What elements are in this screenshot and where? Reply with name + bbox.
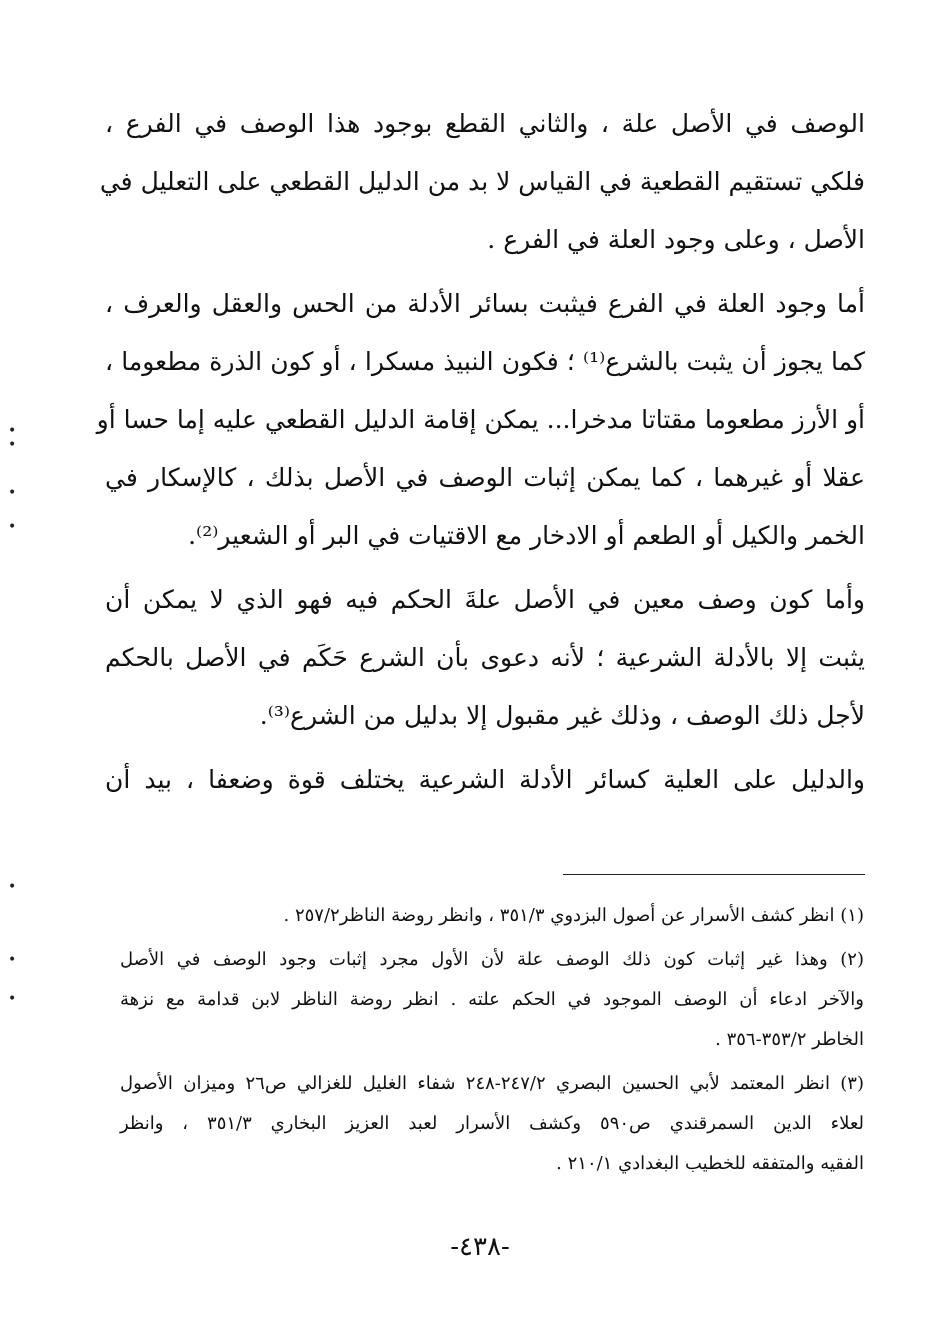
footnotes (120, 896, 864, 1184)
footnote-line: (٣) انظر المعتمد لأبي الحسين البصري ٢٤٧/٢-٢٤٨ شفاء الغليل للغزالي ص٢٦ وميزان الأصول (120, 1073, 864, 1094)
footnote-line: الخاطر ٣٥٣/٢-٣٥٦ . (715, 1029, 864, 1050)
footnote-line: (٢) وهذا غير إثبات كون ذلك الوصف علة لأن الأول مجرد إثبات وجود الوصف في الأصل (120, 949, 864, 970)
text-line: كما يجوز أن يثبت بالشرع⁽¹⁾ ؛ فكون النبيذ مسكرا ، أو كون الذرة مطعوما ، (105, 347, 866, 376)
text-line: وأما كون وصف معين في الأصل علةَ الحكم فيه فهو الذي لا يمكن أن (105, 585, 865, 614)
text-line: عقلا أو غيرهما ، كما يمكن إثبات الوصف في الأصل بذلك ، كالإسكار في (105, 463, 865, 492)
scan-speck: • (8, 991, 17, 1007)
footnote-3 (120, 1064, 864, 1184)
text-line: الخمر والكيل أو الطعم أو الادخار مع الاقتيات في البر أو الشعير⁽²⁾. (188, 521, 865, 550)
text-line: أو الأرز مطعوما مقتاتا مدخرا... يمكن إقامة الدليل القطعي عليه إما حسا أو (96, 405, 865, 434)
text-line: أما وجود العلة في الفرع فيثبت بسائر الأدلة من الحس والعقل والعرف ، (105, 289, 865, 318)
text-line: فلكي تستقيم القطعية في القياس لا بد من الدليل القطعي على التعليل في (99, 167, 865, 196)
footnote-1 (120, 896, 864, 936)
text-line: والدليل على العلية كسائر الأدلة الشرعية يختلف قوة وضعفا ، بيد أن (105, 765, 865, 794)
paragraph-3 (105, 571, 865, 745)
paragraph-2 (96, 275, 866, 565)
paragraph-1 (99, 95, 865, 269)
footnote-separator (563, 874, 865, 875)
page-number: -٤٣٨- (450, 1232, 510, 1262)
text-line: الأصل ، وعلى وجود العلة في الفرع . (487, 225, 865, 254)
main-text (96, 95, 866, 809)
scan-speck: • (8, 519, 17, 535)
scan-speck: • (8, 485, 17, 501)
footnote-line: لعلاء الدين السمرقندي ص٥٩٠ وكشف الأسرار لعبد العزيز البخاري ٣٥١/٣ ، وانظر (120, 1113, 864, 1134)
scan-speck: • (8, 952, 17, 968)
text-line: الوصف في الأصل علة ، والثاني القطع بوجود هذا الوصف في الفرع ، (105, 109, 865, 138)
scan-speck: • (8, 437, 17, 453)
text-line: لأجل ذلك الوصف ، وذلك غير مقبول إلا بدليل من الشرع⁽³⁾. (259, 701, 865, 730)
scan-speck: • (8, 423, 17, 439)
scan-speck: • (8, 879, 17, 895)
text-line: يثبت إلا بالأدلة الشرعية ؛ لأنه دعوى بأن الشرع حَكَم في الأصل بالحكم (105, 643, 865, 672)
footnote-line: الفقيه والمتفقه للخطيب البغدادي ٢١٠/١ . (556, 1153, 864, 1174)
footnote-line: والآخر ادعاء أن الوصف الموجود في الحكم علته . انظر روضة الناظر لابن قدامة مع نزهة (120, 989, 864, 1010)
paragraph-4 (105, 751, 865, 809)
footnote-line: (١) انظر كشف الأسرار عن أصول البزدوي ٣٥١/٣ ، وانظر روضة الناظر٢٥٧/٢ . (283, 905, 864, 926)
footnote-2 (120, 940, 864, 1060)
